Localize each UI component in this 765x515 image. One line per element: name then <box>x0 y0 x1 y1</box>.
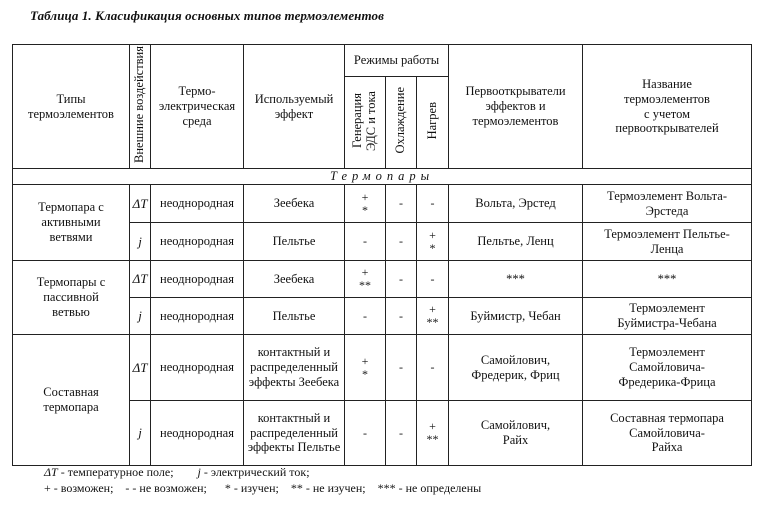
mode-gen-cell: - <box>345 298 386 335</box>
header-discoverers: Первооткрыватели эффектов и термоэлементов <box>449 45 583 169</box>
name-cell: Термоэлемент Самойловича- Фредерика-Фрица <box>583 335 752 401</box>
mode-heat-cell: + * <box>417 223 449 261</box>
discoverers-cell: Пельтье, Ленц <box>449 223 583 261</box>
header-mode-heating: Нагрев <box>417 77 449 169</box>
mode-heat-cell: + ** <box>417 298 449 335</box>
mode-heat-cell: + ** <box>417 401 449 466</box>
mode-cool-cell: - <box>386 401 417 466</box>
discoverers-cell: Вольта, Эрстед <box>449 185 583 223</box>
mode-gen-cell: - <box>345 223 386 261</box>
header-mode-cooling: Охлаждение <box>386 77 417 169</box>
medium-cell: неоднородная <box>151 335 244 401</box>
medium-cell: неоднородная <box>151 261 244 298</box>
medium-cell: неоднородная <box>151 298 244 335</box>
header-external: Внешние воздействия <box>130 45 151 169</box>
medium-cell: неоднородная <box>151 223 244 261</box>
mode-cool-cell: - <box>386 185 417 223</box>
mode-heat-cell: - <box>417 335 449 401</box>
header-modes: Режимы работы <box>345 45 449 77</box>
medium-cell: неоднородная <box>151 401 244 466</box>
group-type: Термопара с активными ветвями <box>13 185 130 261</box>
legend-line-1: ΔT - температурное поле; j - электрический ток; <box>44 465 310 479</box>
section-title: Термопары <box>13 169 752 185</box>
symbol-cell: j <box>130 223 151 261</box>
mode-heat-cell: - <box>417 185 449 223</box>
effect-cell: Зеебека <box>244 185 345 223</box>
mode-cool-cell: - <box>386 261 417 298</box>
mode-cool-cell: - <box>386 335 417 401</box>
classification-table <box>12 44 752 466</box>
name-cell: *** <box>583 261 752 298</box>
group-type: Составная термопара <box>13 335 130 466</box>
effect-cell: контактный и распределенный эффекты Зеебека <box>244 335 345 401</box>
header-effect: Используемый эффект <box>244 45 345 169</box>
legend-line-2: + - возможен; - - не возможен; * - изучен; ** - не изучен; *** - не определены <box>44 481 482 495</box>
header-mode-generation: Генерация ЭДС и тока <box>345 77 386 169</box>
symbol-cell: j <box>130 298 151 335</box>
mode-gen-cell: + ** <box>345 261 386 298</box>
discoverers-cell: Буймистр, Чебан <box>449 298 583 335</box>
discoverers-cell: Самойлович, Фредерик, Фриц <box>449 335 583 401</box>
symbol-cell: j <box>130 401 151 466</box>
mode-gen-cell: + * <box>345 335 386 401</box>
discoverers-cell: Самойлович, Райх <box>449 401 583 466</box>
header-medium: Термо- электрическая среда <box>151 45 244 169</box>
header-name: Название термоэлементов с учетом первооткрывателей <box>583 45 752 169</box>
mode-heat-cell: - <box>417 261 449 298</box>
name-cell: Термоэлемент Буймистра-Чебана <box>583 298 752 335</box>
symbol-cell: ΔT <box>130 261 151 298</box>
discoverers-cell: *** <box>449 261 583 298</box>
table-caption: Таблица 1. Класификация основных типов термоэлементов <box>30 8 385 23</box>
mode-cool-cell: - <box>386 223 417 261</box>
name-cell: Термоэлемент Пельтье- Ленца <box>583 223 752 261</box>
header-types: Типы термоэлементов <box>13 45 130 169</box>
effect-cell: контактный и распределенный эффекты Пельтье <box>244 401 345 466</box>
mode-gen-cell: + * <box>345 185 386 223</box>
mode-cool-cell: - <box>386 298 417 335</box>
symbol-cell: ΔT <box>130 185 151 223</box>
mode-gen-cell: - <box>345 401 386 466</box>
symbol-cell: ΔT <box>130 335 151 401</box>
medium-cell: неоднородная <box>151 185 244 223</box>
name-cell: Составная термопара Самойловича- Райха <box>583 401 752 466</box>
effect-cell: Пельтье <box>244 223 345 261</box>
effect-cell: Пельтье <box>244 298 345 335</box>
effect-cell: Зеебека <box>244 261 345 298</box>
group-type: Термопары с пассивной ветвью <box>13 261 130 335</box>
name-cell: Термоэлемент Вольта- Эрстеда <box>583 185 752 223</box>
